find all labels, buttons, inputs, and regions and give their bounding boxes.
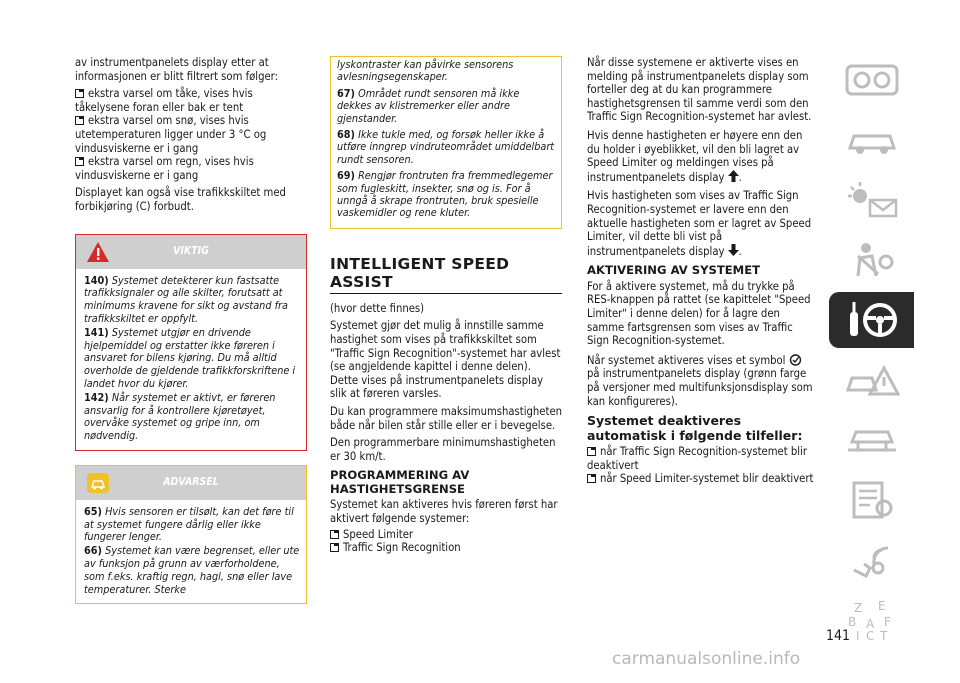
bullet-icon [75,89,84,98]
column-2: lyskontraster kan påvirke sensorens avlesningsegenskaper. 67) Området rundt sensoren må ikke dekkes av klistremerker eller andre gjenstander. 68) Ikke tukle med, og forsøk heller ikke å utføre inngrep vindruteområdet umiddelbart rundt sensoren. 69) Rengjør frontruten fra fremmedlegemer som fugleskitt, insekter, snø og is. For å unngå å skrape frontruten, bruk spesielle vaskemidler og rene kluter. INTELLIGENT SPEED ASSIST (hvor dette finnes) Systemet gjør det mulig å innstille samme hastighet som vises på trafikkskiltet som "Traffic Sign Recognition"-systemet har avlest (se angjeldende kapittel i denne delen). Dette vises på instrumentpanelets display slik at føreren varsles. Du kan programmere maksimumshastigheten både når bilen står stille eller er i bevegelse. Den programmerbare minimumshastigheten er 30 km/t. PROGRAMMERING AV HASTIGHETSGRENSE Systemet kan aktiveres hvis føreren først har aktivert følgende systemer: Speed Limiter Traffic Sign Recognition [330,58,563,555]
bullet-icon [75,157,84,166]
svg-text:F: F [883,615,891,629]
car-warning-triangle-icon [844,360,900,400]
document-gear-icon [844,480,900,520]
important-title: VIKTIG [173,244,209,257]
list-item: ekstra varsel om snø, vises hvis utetemperaturen ligger under 3 °C og vindusviskerne er i gang [75,114,267,155]
note-item: 67) Området rundt sensoren må ikke dekkes av klistremerker eller andre gjenstander. [337,86,520,125]
warning-header [76,466,306,500]
note-item: 66) Systemet kan være begrenset, eller ute av funksjon på grunn av værforholdene, som f.eks. kraftig regn, hagl, snø eller lave temperaturer. Sterke [84,544,300,596]
section-heading: INTELLIGENT SPEED ASSIST [330,254,510,291]
bullet-icon [587,474,596,483]
svg-text:C: C [865,629,874,642]
warning-body [76,500,306,604]
lights-envelope-icon [844,180,900,220]
bullet-icon [75,116,84,125]
important-header [76,235,306,269]
note-item: 68) Ikke tukle med, og forsøk heller ikke å utføre inngrep vindruteområdet umiddelbart rundt sensoren. [337,128,555,166]
arrow-up-icon [728,170,739,182]
list-item: ekstra varsel om regn, vises hvis vindusviskerne er i gang [75,155,254,182]
alphabet-index-icon [844,598,900,642]
car-icon [844,120,900,160]
svg-text:E: E [877,599,886,613]
tab-technical-data[interactable] [829,472,914,528]
tab-dashboard[interactable] [829,52,914,108]
list-item: når Traffic Sign Recognition-systemet blir deaktivert [587,445,807,472]
svg-text:T: T [879,629,887,642]
bullet-icon [330,530,339,539]
list-item: når Speed Limiter-systemet blir deaktivert [587,472,815,486]
list-item: Traffic Sign Recognition [330,541,562,555]
speed-assist-symbol-icon [789,353,802,366]
seatbelt-icon [844,240,900,280]
tab-emergency[interactable] [829,352,914,408]
tab-car[interactable] [829,112,914,168]
subsection-heading: AKTIVERING AV SYSTEMET [587,263,761,278]
bullet-icon [587,447,596,456]
arrow-down-icon [728,244,739,256]
chapter-tabs [829,52,914,652]
tab-maintenance[interactable] [829,412,914,468]
note-item: 140) Systemet detekterer kun fastsatte trafikksignaler og alle skilter, forutsatt at minimums kravene for sikt og avstand fra trafikkskiltet er oppfylt. [84,273,288,325]
tab-lights-messages[interactable] [829,172,914,228]
dashboard-icon [844,60,900,100]
watermark: carmanualsonline.info [612,649,801,669]
note-item: 141) Systemet utgjør en drivende hjelpemiddel og erstatter ikke føreren i ansvaret for bilens kjøring. Du må alltid overholde de gjeldende trafikkforskriftene i landet hvor du kjører. [84,325,296,390]
svg-text:Z: Z [853,601,862,615]
tab-driving[interactable] [829,292,914,348]
svg-text:B: B [847,615,856,629]
heading-rule [330,293,562,294]
note-item: 65) Hvis sensoren er tilsølt, kan det føre til at systemet fungere dårlig eller ikke fungerer lenger. [84,504,294,544]
tab-multimedia[interactable] [829,532,914,588]
warning-box [75,465,307,605]
intro-text: av instrumentpanelets display etter at informasjonen er blitt filtrert som følger: [75,56,278,83]
list-item: Speed Limiter [330,528,562,542]
page-number: 141 [826,628,851,644]
svg-text:A: A [865,617,874,631]
list-item: ekstra varsel om tåke, vises hvis tåkelysene foran eller bak er tent [75,87,253,114]
phone-signal-icon [844,540,900,580]
warning-title: ADVARSEL [163,475,219,488]
subsection-heading: Systemet deaktiveres automatisk i følgende tilfeller: [587,413,803,443]
outro-text: Displayet kan også vise trafikkskiltet med forbikjøring (C) forbudt. [75,186,286,213]
bullet-icon [330,543,339,552]
subsection-heading: PROGRAMMERING AV HASTIGHETSGRENSE [330,468,470,496]
important-box [75,234,307,451]
note-item: 142) Når systemet er aktivt, er føreren ansvarlig for å kontrollere kjøretøyet, overvåke systemet og gripe inn, om nødvendig. [84,390,276,443]
key-steering-wheel-icon [844,298,900,342]
important-body [76,269,306,450]
note-item: 69) Rengjør frontruten fra fremmedlegemer som fugleskitt, insekter, snø og is. For å unngå å skrape frontruten, bruk spesielle vaskemidler og rene kluter. [337,169,553,220]
tab-safety[interactable] [829,232,914,288]
svg-text:I: I [855,629,860,642]
column-1 [75,56,307,604]
warning-continuation-box: lyskontraster kan påvirke sensorens avlesningsegenskaper. 67) Området rundt sensoren må ikke dekkes av klistremerker eller andre gjenstander. 68) Ikke tukle med, og forsøk heller ikke å utføre inngrep vindruteområdet umiddelbart rundt sensoren. 69) Rengjør frontruten fra fremmedlegemer som fugleskitt, insekter, snø og is. For å unngå å skrape frontruten, bruk spesielle vaskemidler og rene kluter. [330,56,562,229]
car-lift-icon [844,420,900,460]
column-3: Når disse systemene er aktiverte vises en melding på instrumentpanelets display som forteller deg at du kan programmere hastighetsgrensen til samme verdi som den Traffic Sign Recognition-systemet har avlest. Hvis denne hastigheten er høyere enn den du holder i øyeblikket, vil den bli lagret av Speed Limiter og meldingen vises på instrumentpanelets display . Hvis hastigheten som vises av Traffic Sign Recognition-systemet er lavere enn den aktuelle hastigheten som er lagret av Speed Limiter, vil dette bli vist på instrumentpanelets display . AKTIVERING AV SYSTEMET For å aktivere systemet, må du trykke på RES-knappen på rattet (se kapittelet "Speed Limiter" i denne delen) for å lagre den samme fartsgrensen som vises av Traffic Sign Recognition-systemet. Når systemet aktiveres vises et symbol på instrumentpanelets display (grønn farge på versjoner med multifunksjonsdisplay som kan konfigureres). Systemet deaktiveres automatisk i følgende tilfeller: når Traffic Sign Recognition-systemet blir deaktivert når Speed Limiter-systemet blir deaktivert [587,56,814,486]
